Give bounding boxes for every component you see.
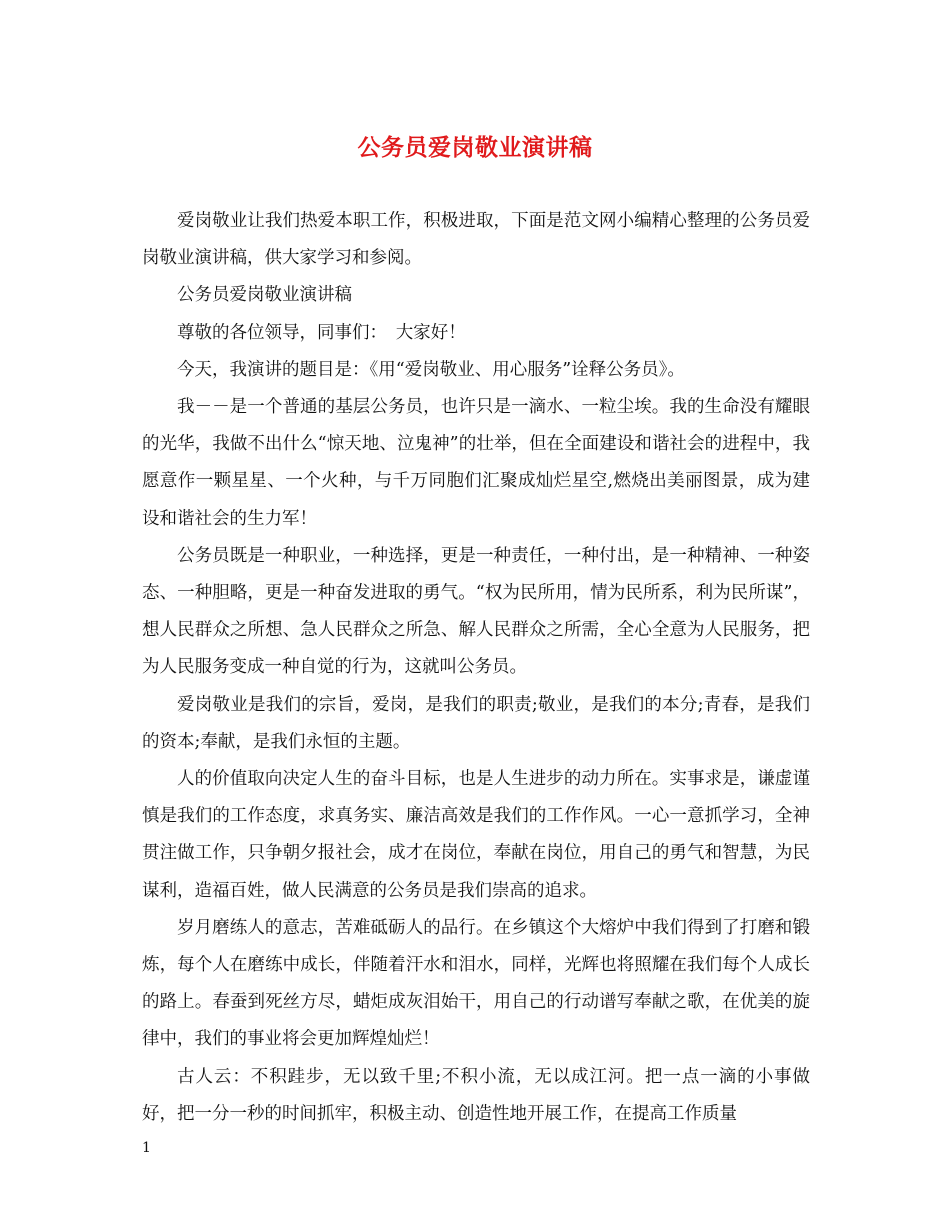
paragraph-subtitle: 公务员爱岗敬业演讲稿 xyxy=(177,285,352,306)
paragraph-body: 公务员既是一种职业，一种选择，更是一种责任，一种付出，是一种精神、一种姿态、一种胆略，更是一种奋发进取的勇气。“权为民所用，情为民所系，利为民所谋”，想人民群众之所想、急人民群众之所急、解人民群众之所需，全心全意为人民服务，把为人民服务变成一种自觉的行为，这就叫公务员。 xyxy=(142,545,810,678)
paragraph-body: 我－－是一个普通的基层公务员，也许只是一滴水、一粒尘埃。我的生命没有耀眼的光华，我做不出什么“惊天地、泣鬼神”的壮举，但在全面建设和谐社会的进程中，我愿意作一颗星星、一个火种，与千万同胞们汇聚成灿烂星空,燃烧出美丽图景，成为建设和谐社会的生力军！ xyxy=(142,397,810,529)
paragraph-body: 岁月磨练人的意志，苦难砥砺人的品行。在乡镇这个大熔炉中我们得到了打磨和锻炼，每个人在磨练中成长，伴随着汗水和泪水，同样，光辉也将照耀在我们每个人成长的路上。春蚕到死丝方尽，蜡炬成灰泪始干，用自己的行动谱写奉献之歌，在优美的旋律中，我们的事业将会更加辉煌灿烂！ xyxy=(142,917,810,1050)
paragraph-greeting: 尊敬的各位领导，同事们： 大家好！ xyxy=(177,322,466,343)
paragraph-body: 人的价值取向决定人生的奋斗目标，也是人生进步的动力所在。实事求是，谦虚谨慎是我们的工作态度，求真务实、廉洁高效是我们的工作作风。一心一意抓学习，全神贯注做工作，只争朝夕报社会，成才在岗位，奉献在岗位，用自己的勇气和智慧，为民谋利，造福百姓，做人民满意的公务员是我们崇高的追求。 xyxy=(142,769,810,901)
page-number: 1 xyxy=(142,1140,151,1156)
paragraph-body: 古人云：不积跬步，无以致千里;不积小流，无以成江河。把一点一滴的小事做好，把一分一秒的时间抓牢，积极主动、创造性地开展工作，在提高工作质量 xyxy=(142,1066,810,1124)
paragraph-topic: 今天，我演讲的题目是：《用“爱岗敬业、用心服务”诠释公务员》。 xyxy=(177,359,685,380)
paragraph-body: 爱岗敬业是我们的宗旨，爱岗，是我们的职责;敬业，是我们的本分;青春，是我们的资本;奉献，是我们永恒的主题。 xyxy=(142,694,810,752)
document-body xyxy=(142,203,810,1133)
paragraph-intro: 爱岗敬业让我们热爱本职工作，积极进取，下面是范文网小编精心整理的公务员爱岗敬业演讲稿，供大家学习和参阅。 xyxy=(142,211,810,269)
document-title: 公务员爱岗敬业演讲稿 xyxy=(357,134,593,161)
